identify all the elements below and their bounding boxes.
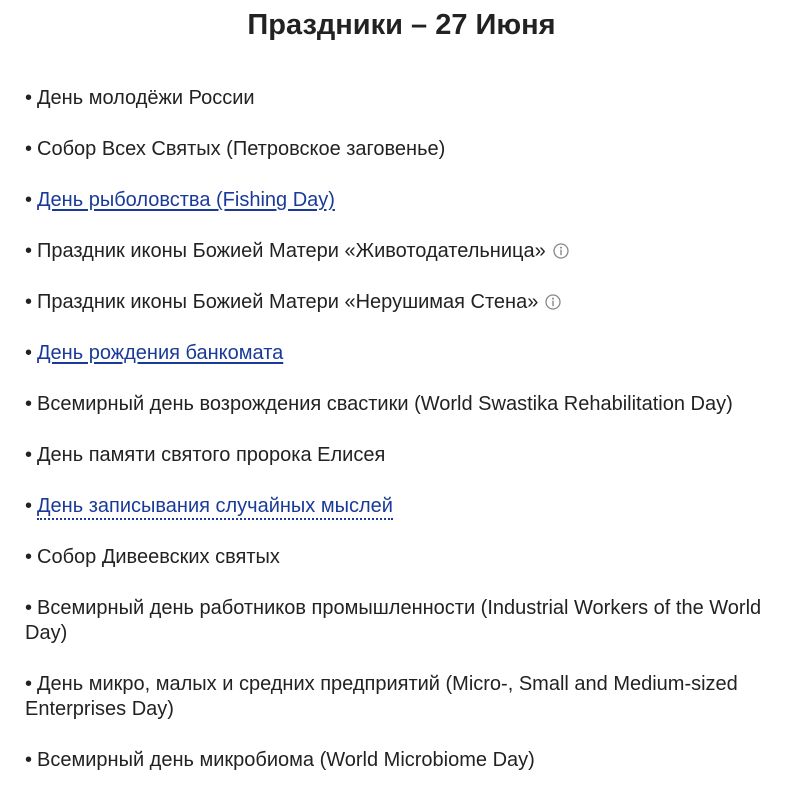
bullet: • xyxy=(25,87,33,109)
holiday-label: Всемирный день микробиома (World Microbiome Day) xyxy=(37,749,535,771)
info-icon[interactable] xyxy=(553,243,569,259)
bullet: • xyxy=(25,342,33,364)
page-title: Праздники – 27 Июня xyxy=(247,9,556,41)
bullet: • xyxy=(25,189,33,211)
list-item xyxy=(25,341,797,366)
list-item xyxy=(25,545,797,570)
bullet: • xyxy=(25,673,33,695)
holiday-label: День микро, малых и средних предприятий (Micro-, Small and Medium-sized Enterprises Day) xyxy=(25,673,738,720)
list-item xyxy=(25,596,797,646)
bullet: • xyxy=(25,495,33,517)
bullet: • xyxy=(25,240,33,262)
list-item xyxy=(25,392,797,417)
list-item xyxy=(25,748,797,773)
info-icon[interactable] xyxy=(545,294,561,310)
holiday-label: День молодёжи России xyxy=(37,87,255,109)
holiday-label: Всемирный день возрождения свастики (World Swastika Rehabilitation Day) xyxy=(37,393,733,415)
holiday-label: Всемирный день работников промышленности (Industrial Workers of the World Day) xyxy=(25,597,762,644)
bullet: • xyxy=(25,546,33,568)
holiday-label: Собор Дивеевских святых xyxy=(37,546,280,568)
bullet: • xyxy=(25,138,33,160)
list-item xyxy=(25,137,797,162)
list-item xyxy=(25,672,797,722)
list-item xyxy=(25,188,797,213)
list-item xyxy=(25,443,797,468)
holiday-label: Праздник иконы Божией Матери «Животодательница» xyxy=(37,240,546,262)
bullet: • xyxy=(25,749,33,771)
bullet: • xyxy=(25,291,33,313)
holiday-label: День памяти святого пророка Елисея xyxy=(37,444,386,466)
holiday-link-random-thoughts[interactable]: День записывания случайных мыслей xyxy=(37,495,393,520)
holiday-label: Праздник иконы Божией Матери «Нерушимая Стена» xyxy=(37,291,539,313)
bullet: • xyxy=(25,597,33,619)
list-item xyxy=(25,86,797,111)
holiday-link-atm-birthday[interactable]: День рождения банкомата xyxy=(37,342,284,364)
bullet: • xyxy=(25,393,33,415)
holiday-list xyxy=(25,86,797,799)
list-item xyxy=(25,290,797,315)
bullet: • xyxy=(25,444,33,466)
list-item xyxy=(25,239,797,264)
holiday-label: Собор Всех Святых (Петровское заговенье) xyxy=(37,138,446,160)
holiday-link-fishing-day[interactable]: День рыболовства (Fishing Day) xyxy=(37,189,335,211)
list-item xyxy=(25,494,797,519)
